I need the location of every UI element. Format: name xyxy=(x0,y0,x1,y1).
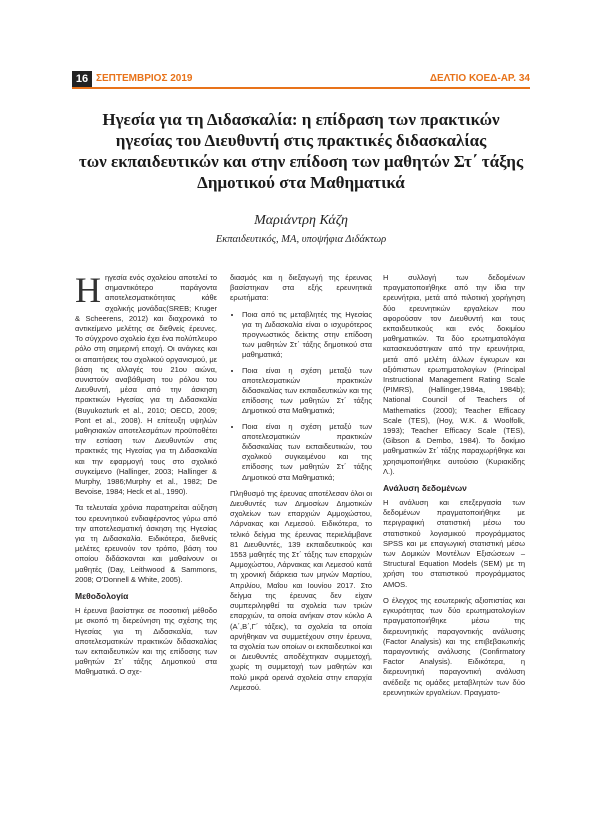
intro-paragraph xyxy=(75,270,217,497)
journal-name: ΔΕΛΤΙΟ ΚΟΕΔ-ΑΡ. 34 xyxy=(429,73,530,84)
paragraph: Πληθυσμό της έρευνας αποτέλεσαν όλοι οι Διευθυντές των Δημοσίων Δημοτικών σχολείων των επαρχιών Αμμοχώστου, Λάρνακας και Λεμεσού. Ειδικότερα, το τελικό δείγμα της έρευνας περιελάμβανε 81 Διευθυντές, 139 εκπαιδευτικούς και 1553 μαθητές της Στ΄ τάξης των επαρχιών Αμμοχώστου, Λάρνακας και Λεμεσού κατά τη χρονική διάρκεια των μηνών Μαρτίου, Απριλίου, Μαΐου και Ιουνίου 2017. Στο δείγμα της έρευνας δεν είχαν συμπεριληφθεί τα σχολεία των τριών επαρχιών, τα οποία ανήκαν στον κύκλο Α (Α΄,Β΄,Γ΄ τάξεις), τα σχολεία τα οποία αρνήθηκαν να συμμετέχουν στην έρευνα, τα σχολεία των οποίων οι εκπαιδευτικοί και οι Διευθυντές αποδέχτηκαν συμμετοχή, χωρίς τη συμμετοχή των μαθητών και πολύ μικρά ορεινά σχολεία στην επαρχία Λεμεσού. xyxy=(230,488,372,692)
article-title xyxy=(72,109,530,193)
paragraph: Η ανάλυση και επεξεργασία των δεδομένων πραγματοποιήθηκε με περιγραφική στατιστική μέσω του στατιστικού λογισμικού προγράμματος SPSS και με επαγωγική στατιστική μέσω των Δομικών Μοντέλων Εξισώσεων – Structural Equation Models (SEM) με τη χρήση του στατιστικού προγράμματος AMOS. xyxy=(383,498,525,589)
intro-text: ηγεσία ενός σχολείου αποτελεί το σημαντικότερο παράγοντα αποτελεσματικότητας κάθε σχολικής μονάδας(SREB; Kruger & Scheerens, 2012) και διαχρονικά το αντικείμενο μελέτης σε διεθνείς έρευνες. Το σύγχρονο σχολείο έχει ένα πολύπλευρο ρόλο στη σημερινή εποχή. Οι ανάγκες και οι απαιτήσεις του σχολικού οργανισμού, με βάση τις αλλαγές του 21ου αιώνα, συνιστούν αναβάθμιση του ρόλου του Διευθυντή, μέσα από την άσκηση πρακτικών Ηγεσίας για τη Διδασκαλία (Buyukozturk et al., 2010; OECD, 2009; Pont et al., 2008). Η επίτευξη υψηλών μαθησιακών αποτελεσμάτων προϋποθέτει την εστίαση των Διευθυντών στις πρακτικές της Ηγεσίας για τη Διδασκαλία και την εφαρμογή τους στο σχολικό συγκείμενο (Hallinger, 2003; Hallinger & Murphy, 1986;Murphy et al., 1982; De Bevoise, 1984; Heck et al., 1990). xyxy=(75,273,217,497)
list-item: • Ποια από τις μεταβλητές της Ηγεσίας για τη Διδασκαλία είναι ο ισχυρότερος προγνωστικός δείκτης στην επίδοση των μαθητών Στ΄ τάξης δημοτικού στα μαθηματικά; xyxy=(242,310,372,361)
title-line: Ηγεσία για τη Διδασκαλία: η επίδραση των πρακτικών xyxy=(102,110,500,129)
text-column-3 xyxy=(383,273,525,704)
title-line: ηγεσίας του Διευθυντή στις πρακτικές διδασκαλίας xyxy=(115,131,487,150)
page-number: 16 xyxy=(72,71,92,87)
header-rule xyxy=(72,87,530,89)
research-questions-list xyxy=(230,310,372,483)
section-heading-analysis: Ανάλυση δεδομένων xyxy=(383,483,467,494)
title-line: των εκπαιδευτικών και στην επίδοση των μαθητών Στ΄ τάξης xyxy=(78,152,524,171)
text-column-2 xyxy=(230,273,372,699)
paragraph: Τα τελευταία χρόνια παρατηρείται αύξηση του ερευνητικού ενδιαφέροντος γύρω από την αποτελεσματική άσκηση της Ηγεσίας για τη Διδασκαλία. Ειδικότερα, διεθνείς μελέτες ερευνούν τον τρόπο, βάση του οποίου διδάσκονται και μαθαίνουν οι μαθητές (Day, Leithwood & Sammons, 2008; O’Donnell & White, 2005). xyxy=(75,503,217,584)
issue-date: ΣΕΠΤΕΜΒΡΙΟΣ 2019 xyxy=(96,73,193,84)
paragraph: διασμός και η διεξαγωγή της έρευνας βασίστηκαν στα εξής ερευνητικά ερωτήματα: xyxy=(230,273,372,303)
title-line: Δημοτικού στα Μαθηματικά xyxy=(197,173,405,192)
section-heading-method: Μεθοδολογία xyxy=(75,591,129,602)
list-item: • Ποια είναι η σχέση μεταξύ των αποτελεσματικών πρακτικών διδασκαλίας των εκπαιδευτικών, του σχολικού συγκειμένου και της επίδοσης των μαθητών Στ΄ τάξης Δημοτικού στα Μαθηματικά; xyxy=(242,422,372,483)
text-column-1 xyxy=(75,270,217,684)
list-item: • Ποια είναι η σχέση μεταξύ των αποτελεσματικών πρακτικών διδασκαλίας των εκπαιδευτικών και της επίδοσης των μαθητών Στ΄ τάξης Δημοτικού στα Μαθηματικά; xyxy=(242,366,372,417)
drop-cap: Η xyxy=(75,270,101,310)
author-affiliation: Εκπαιδευτικός, ΜΑ, υποψήφια Διδάκτωρ xyxy=(215,234,387,245)
paragraph: Η συλλογή των δεδομένων πραγματοποιήθηκε από την ίδια την ερευνήτρια, μετά από πιλοτική χορήγηση δύο ερευνητικών εργαλείων που αφορούσαν τον Διευθυντή και τους εκπαιδευτικούς και ενός δοκιμίου μαθηματικών. Τα δύο ερωτηματολόγια κατασκευάστηκαν από την ερευνήτρια, μετά από μελέτη άλλων έγκυρων και αξιόπιστων ερωτηματολογίων (Principal Instructional Management Rating Scale (PIMRS), (Hallinger,1984a, 1984b); National Council of Teachers of Mathematics (2000); Teacher Efficacy Scale (TES), (Hoy, W.K. & Woolfolk, 1993); Teacher Efficacy Scale (TES), (Gibson & Dembo, 1984). Το δοκίμιο μαθηματικών Στ΄ τάξης παραχωρήθηκε και χρησιμοποιήθηκε αυτούσιο (Κυριακίδης Λ.). xyxy=(383,273,525,476)
paragraph: Ο έλεγχος της εσωτερικής αξιοπιστίας και εγκυρότητας των δύο ερωτηματολογίων πραγματοποιήθηκε μέσω της διερευνητικής παραγοντικής ανάλυσης (Factor Analysis) και της επιβεβαιωτικής παραγοντικής ανάλυσης (Confirmatory Factor Analysis). Ειδικότερα, η διερευνητική παραγοντική ανάλυση ανέδειξε τις ομάδες μεταβλητών των δύο ερευνητικών εργαλείων. Πραγματο- xyxy=(383,595,525,697)
paragraph: Η έρευνα βασίστηκε σε ποσοτική μέθοδο με σκοπό τη διερεύνηση της σχέσης της Ηγεσίας για τη Διδασκαλία, των αποτελεσματικών πρακτικών διδασκαλίας των εκπαιδευτικών και της επίδοσης των μαθητών Στ΄ τάξης Δημοτικού στα Μαθηματικά. Ο σχε- xyxy=(75,606,217,677)
page-header xyxy=(72,71,530,91)
author-name: Μαριάντρη Κάζη xyxy=(254,213,348,228)
